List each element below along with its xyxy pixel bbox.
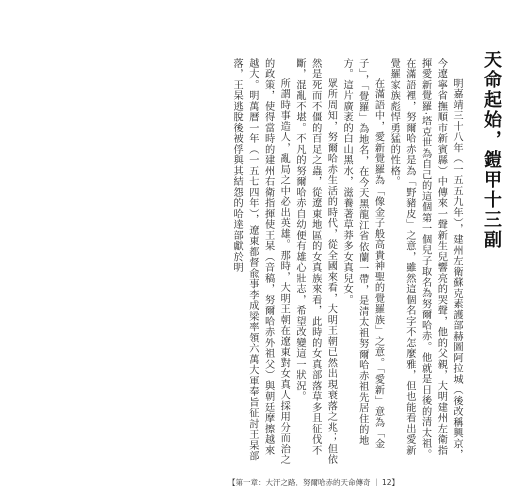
body-text: [110, 58, 464, 466]
footer-separator: ｜: [372, 478, 380, 487]
paragraph-4: 所謂時事造人，亂局之中必出英雄。那時，大明王朝在遼東對女真人採用分而治之的政策，使得當時的建州右衛指揮使王杲（音稿，努爾哈赤外祖父）與朝廷摩擦越來越大。明萬曆一年（一五七四年），遼東都督兪事李成梁率領六萬大軍奉旨征討王杲部落，王杲逃脫後被俘與其結怨的哈達部獻於明: [231, 58, 290, 466]
page-footer: [228, 476, 478, 490]
footer-chapter-label: 【第一章：大汗之路．努爾哈赤的天命傳奇: [228, 478, 371, 487]
paragraph-3: 眾所周知，努爾哈赤生活的時代，從全國來看，大明王朝已然出現衰落之兆；但依然是死而不僵的百足之蟲，從遼東地區的女真族來看，此時的女真部落草多且征伐不斷，混亂不堪。不凡的努爾哈赤自幼便有雄心壯志，希望改變這一狀況。: [293, 58, 337, 466]
chapter-section-title: 天命起始，鎧甲十三副: [481, 50, 502, 250]
page-number: 12】: [382, 478, 400, 487]
paragraph-1: 明嘉靖三十八年（一五五九年），建州左衛蘇克素護部赫圖阿拉城（後改稱興京，今遼寧省撫順市新賓縣）中傳來一聲新生兒響亮的哭聲，他的父親，大明建州左衛指揮愛新覺羅·塔克世為自己的這個第一個兒子取名為努爾哈赤。他就是日後的清太祖。在滿語裡，努爾哈赤是為「野豬皮」之意，雖然這個名字不怎麼雅，但也能看出愛新覺羅家族彪悍勇猛的性格。: [388, 58, 462, 461]
paragraph-2: 在滿語中，愛新覺羅為「像金子般高貴神聖的覺羅族」之意。「愛新」意為「金子」，「覺羅」為地名，在今天黑龍江省依蘭一帶，是清太祖努爾哈赤祖先居住的地方。這片廣袤的白山黑水，滋養著草莽多女真兒女。: [341, 58, 384, 450]
